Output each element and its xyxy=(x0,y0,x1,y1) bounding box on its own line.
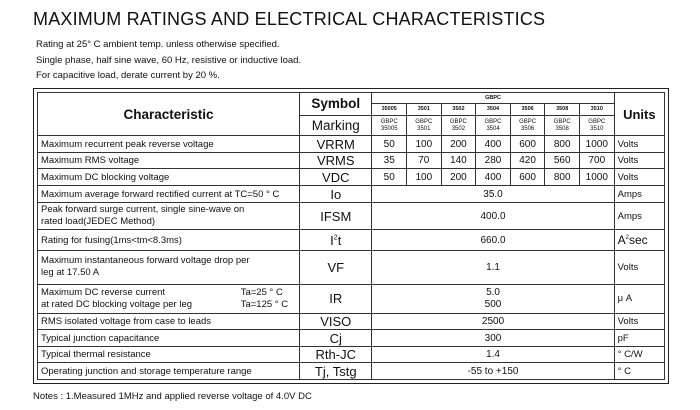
characteristic-label: Rating for fusing(1ms<tm<8.3ms) xyxy=(38,230,300,251)
symbol-cell: VF xyxy=(300,250,372,284)
units-cell: Volts xyxy=(614,152,664,169)
characteristic-label: Maximum DC blocking voltage xyxy=(38,169,300,186)
symbol-cell: VISO xyxy=(300,313,372,330)
table-row xyxy=(38,185,665,203)
symbol-cell: Cj xyxy=(300,330,372,347)
value-cell: 700 xyxy=(579,152,614,169)
value-cell: 280 xyxy=(476,152,511,169)
units-cell: Volts xyxy=(614,313,664,330)
table-row xyxy=(38,230,665,251)
value-cell: 1000 xyxy=(579,169,614,186)
symbol-cell: IR xyxy=(300,284,372,313)
value-cell: 50 xyxy=(372,136,407,153)
table-row xyxy=(38,284,665,313)
table-row xyxy=(38,250,665,284)
characteristic-label: Typical thermal resistance xyxy=(38,346,300,363)
table-row xyxy=(38,330,665,347)
symbol-cell: Tj, Tstg xyxy=(300,363,372,380)
value-cell: 600 xyxy=(510,169,545,186)
marking-header: Marking xyxy=(300,115,372,136)
symbol-cell: $I^2t$ xyxy=(300,230,372,251)
units-cell: Volts xyxy=(614,250,664,284)
characteristic-label: Maximum instantaneous forward voltage drop per leg at 17.50 A xyxy=(38,250,300,284)
value-cell: 800 xyxy=(545,169,580,186)
part-number: 3510 xyxy=(579,104,614,115)
value-cell: 800 xyxy=(545,136,580,153)
value-cell: 400 xyxy=(476,136,511,153)
value-cell: 200 xyxy=(441,169,476,186)
value-cell: 600 xyxy=(510,136,545,153)
units-cell: ° C/W xyxy=(614,346,664,363)
marking-cell: GBPC 3501 xyxy=(407,115,442,136)
symbol-cell: Io xyxy=(300,185,372,203)
characteristic-header: Characteristic xyxy=(38,93,300,136)
characteristic-label: RMS isolated voltage from case to leads xyxy=(38,313,300,330)
value-cell: 5.0 500 xyxy=(372,284,614,313)
condition-line: Rating at 25° C ambient temp. unless otherwise specified. xyxy=(36,39,280,50)
units-header: Units xyxy=(614,93,664,136)
value-cell: 200 xyxy=(441,136,476,153)
value-cell: 100 xyxy=(407,136,442,153)
value-cell: 420 xyxy=(510,152,545,169)
part-number: 35005 xyxy=(372,104,407,115)
value-cell: 35 xyxy=(372,152,407,169)
symbol-cell: Rth-JC xyxy=(300,346,372,363)
series-header: GBPC xyxy=(372,93,614,104)
characteristic-label: Maximum recurrent peak reverse voltage xyxy=(38,136,300,153)
marking-cell: GBPC 3508 xyxy=(545,115,580,136)
value-cell: -55 to +150 xyxy=(372,363,614,380)
characteristic-label: Maximum average forward rectified current at TC=50 ° C xyxy=(38,185,300,203)
units-cell: pF xyxy=(614,330,664,347)
value-cell: 400.0 xyxy=(372,203,614,230)
table-row xyxy=(38,136,665,153)
value-cell: 1.4 xyxy=(372,346,614,363)
symbol-cell: VRMS xyxy=(300,152,372,169)
part-number: 3501 xyxy=(407,104,442,115)
symbol-header: Symbol xyxy=(300,93,372,116)
table-row xyxy=(38,152,665,169)
marking-cell: GBPC 35005 xyxy=(372,115,407,136)
table-row xyxy=(38,203,665,230)
marking-cell: GBPC 3504 xyxy=(476,115,511,136)
units-cell: Amps xyxy=(614,203,664,230)
characteristic-label: Typical junction capacitance xyxy=(38,330,300,347)
condition-line: Single phase, half sine wave, 60 Hz, resistive or inductive load. xyxy=(36,54,302,66)
part-number: 3502 xyxy=(441,104,476,115)
value-cell: 70 xyxy=(407,152,442,169)
characteristic-label: Peak forward surge current, single sine-wave on rated load(JEDEC Method) xyxy=(38,203,300,230)
part-number: 3508 xyxy=(545,104,580,115)
units-cell: ° C xyxy=(614,363,664,380)
table-row xyxy=(38,313,665,330)
table-row xyxy=(38,346,665,363)
characteristic-label: Maximum RMS voltage xyxy=(38,152,300,169)
value-cell: 400 xyxy=(476,169,511,186)
value-cell: 100 xyxy=(407,169,442,186)
rating-conditions xyxy=(36,37,301,84)
value-cell: 1000 xyxy=(579,136,614,153)
part-number: 3506 xyxy=(510,104,545,115)
symbol-cell: IFSM xyxy=(300,203,372,230)
units-cell: $A^2\sec$ xyxy=(614,230,664,251)
marking-cell: GBPC 3506 xyxy=(510,115,545,136)
value-cell: 560 xyxy=(545,152,580,169)
characteristic-label: Operating junction and storage temperature range xyxy=(38,363,300,380)
characteristic-label: Maximum DC reverse current at rated DC blocking voltage per leg Ta=25 ° C Ta=125 ° C xyxy=(38,284,300,313)
value-cell: 50 xyxy=(372,169,407,186)
units-cell: μ A xyxy=(614,284,664,313)
part-number: 3504 xyxy=(476,104,511,115)
units-cell: Volts xyxy=(614,136,664,153)
units-cell: Volts xyxy=(614,169,664,186)
table-row xyxy=(38,169,665,186)
header-row xyxy=(38,93,665,104)
ratings-table-frame xyxy=(33,88,669,384)
footnote: Notes : 1.Measured 1MHz and applied reverse voltage of 4.0V DC xyxy=(33,391,312,402)
units-cell: Amps xyxy=(614,185,664,203)
marking-cell: GBPC 3502 xyxy=(441,115,476,136)
marking-cell: GBPC 3510 xyxy=(579,115,614,136)
value-cell: 35.0 xyxy=(372,185,614,203)
value-cell: 300 xyxy=(372,330,614,347)
condition-line: For capacitive load, derate current by 20 %. xyxy=(36,70,220,81)
value-cell: 140 xyxy=(441,152,476,169)
value-cell: 660.0 xyxy=(372,230,614,251)
symbol-cell: VDC xyxy=(300,169,372,186)
page-title: MAXIMUM RATINGS AND ELECTRICAL CHARACTERISTICS xyxy=(33,9,546,29)
value-cell: 2500 xyxy=(372,313,614,330)
table-row xyxy=(38,363,665,380)
value-cell: 1.1 xyxy=(372,250,614,284)
symbol-cell: VRRM xyxy=(300,136,372,153)
ratings-table xyxy=(37,92,665,380)
